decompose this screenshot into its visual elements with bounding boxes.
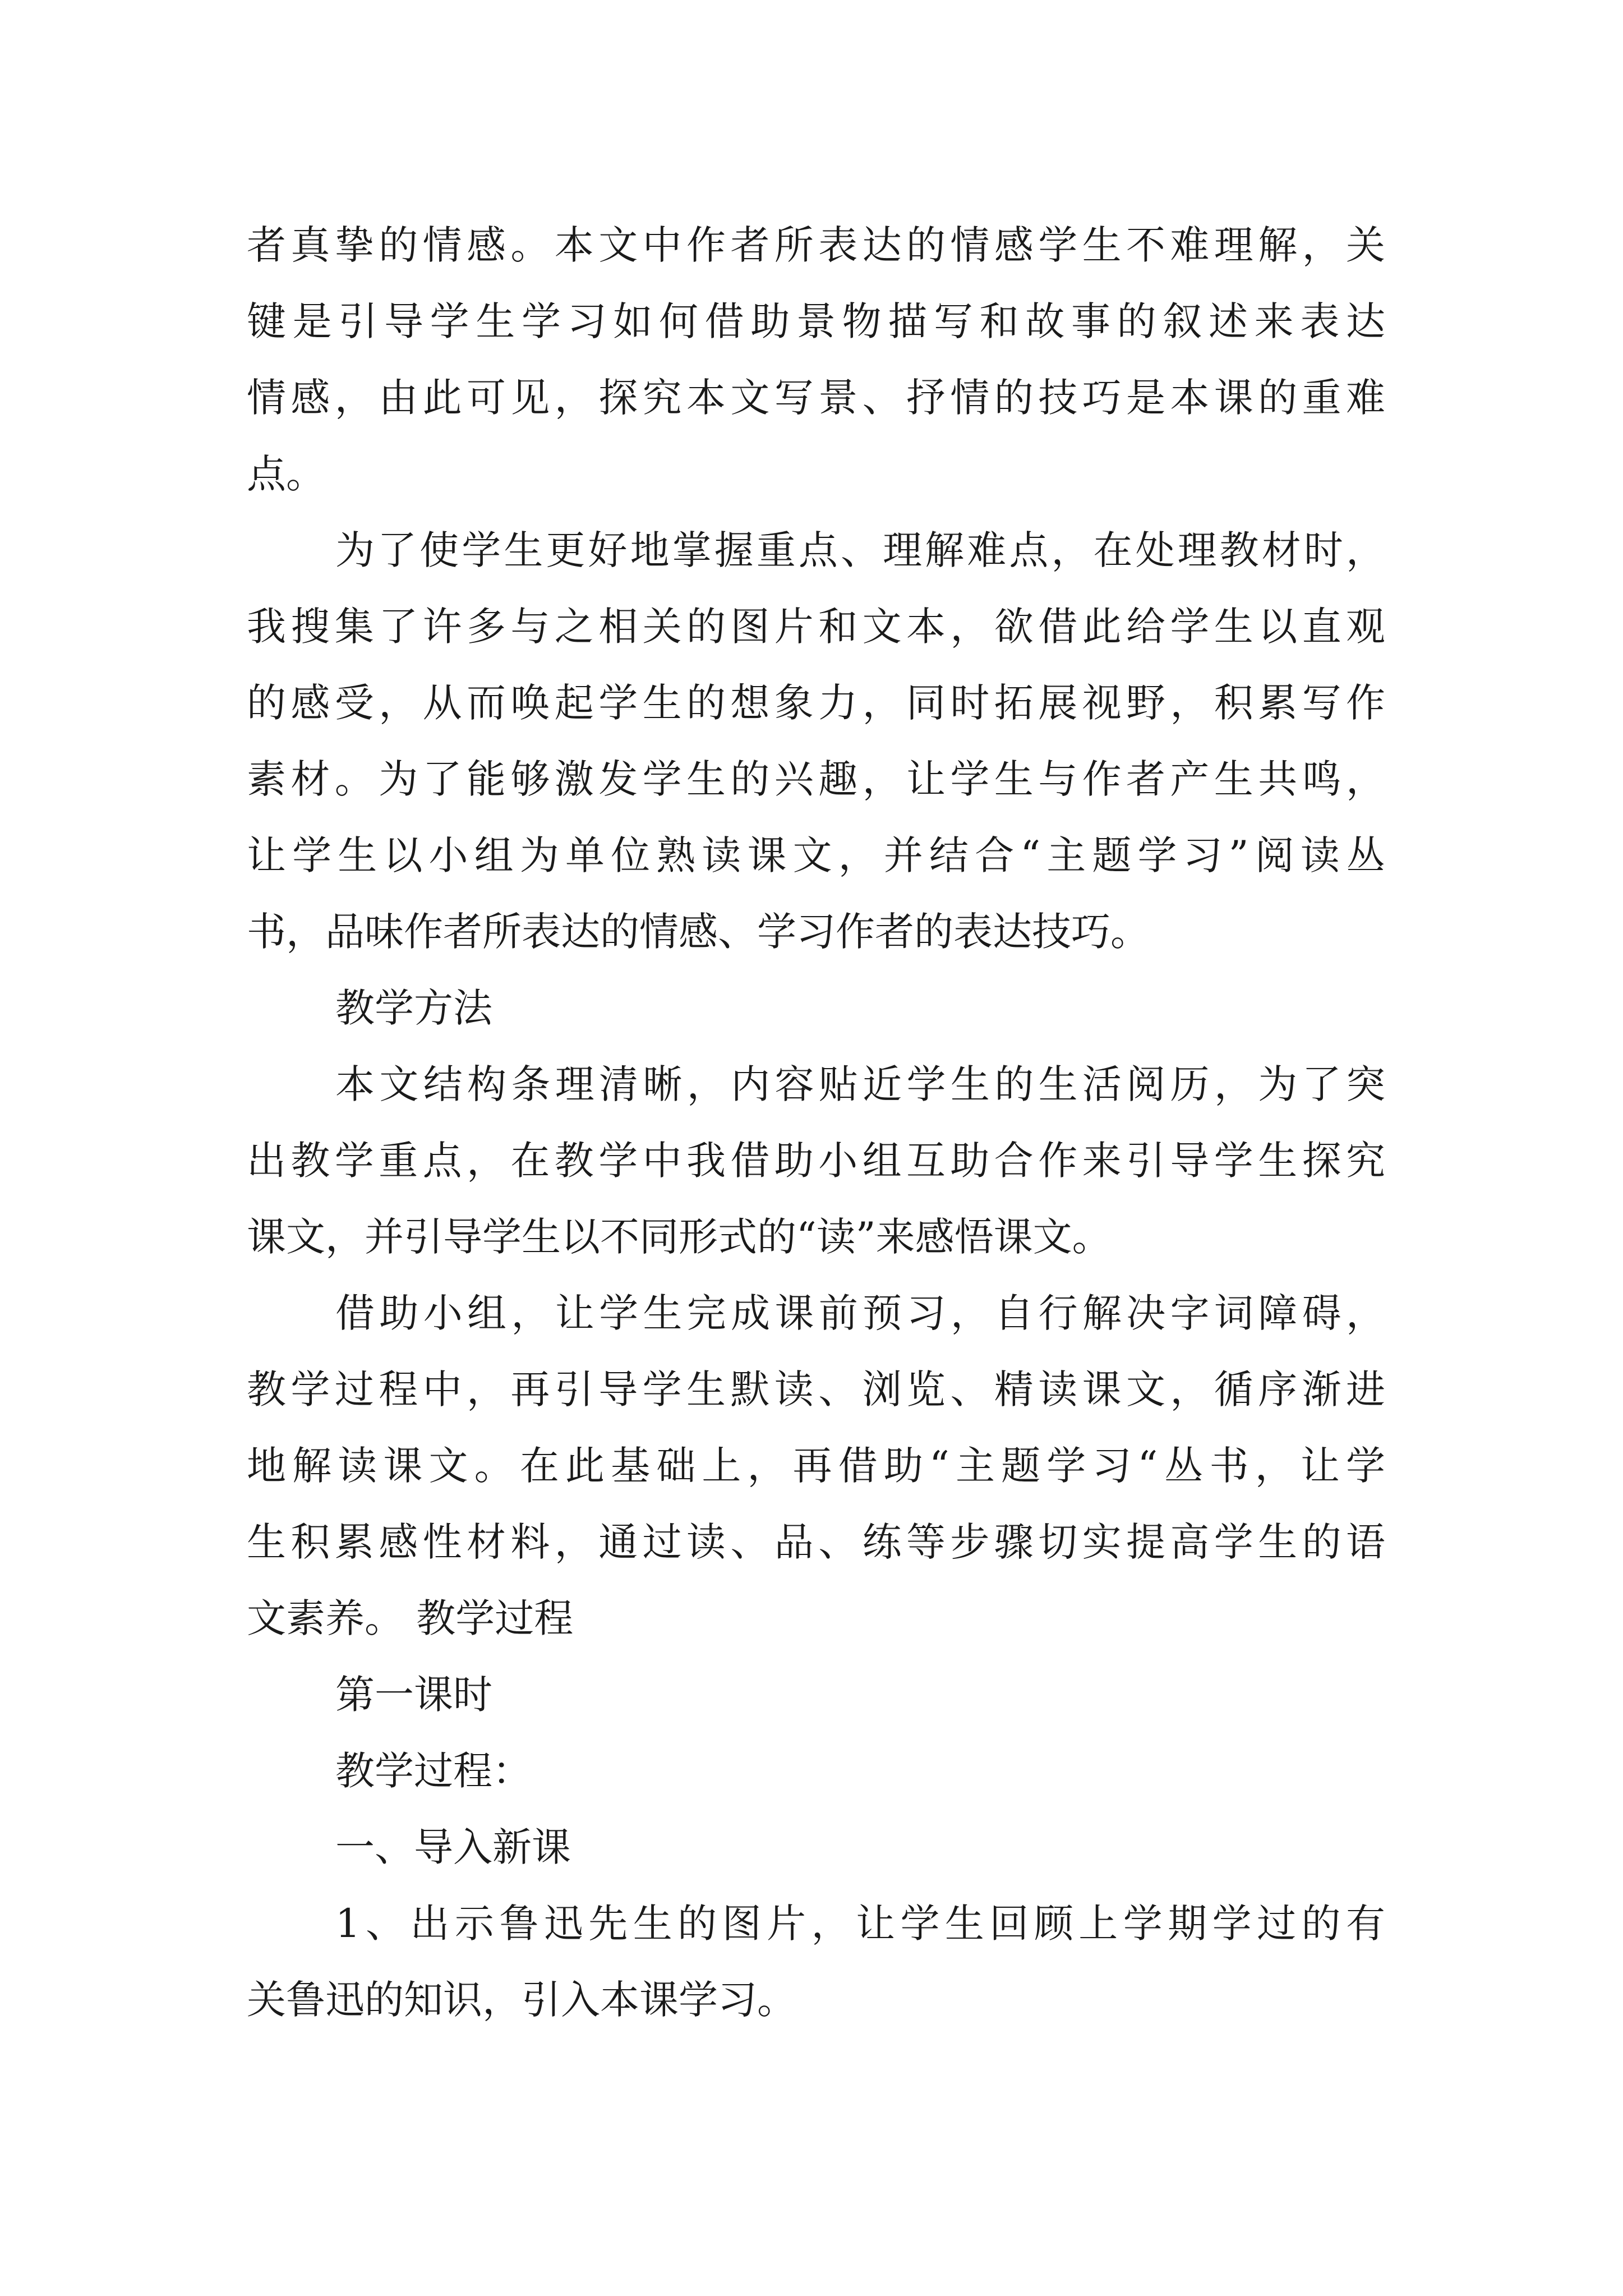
text-line: 者真挚的情感。本文中作者所表达的情感学生不难理解，关 [247, 222, 1385, 268]
text-line: 文素养。 教学过程 [247, 1595, 574, 1641]
text-line: 本文结构条理清晰，内容贴近学生的生活阅历，为了突 [335, 1061, 1385, 1107]
text-line: 素材。为了能够激发学生的兴趣，让学生与作者产生共鸣， [247, 756, 1385, 802]
text-line: 借助小组，让学生完成课前预习，自行解决字词障碍， [335, 1290, 1385, 1336]
text-line: 出教学重点，在教学中我借助小组互助合作来引导学生探究 [247, 1138, 1385, 1184]
text-line: 情感，由此可见，探究本文写景、抒情的技巧是本课的重难 [247, 375, 1385, 421]
text-line: 地解读课文。在此基础上，再借助“主题学习“丛书，让学 [247, 1443, 1385, 1489]
text-line: 为了使学生更好地掌握重点、理解难点，在处理教材时， [335, 527, 1385, 573]
text-line: 键是引导学生学习如何借助景物描写和故事的叙述来表达 [247, 298, 1385, 344]
text-line: 生积累感性材料，通过读、品、练等步骤切实提高学生的语 [247, 1519, 1385, 1565]
section-heading: 一、导入新课 [335, 1824, 571, 1870]
section-heading: 教学过程： [335, 1748, 532, 1794]
text-line: 教学过程中，再引导学生默读、浏览、精读课文，循序渐进 [247, 1366, 1385, 1412]
text-line: 我搜集了许多与之相关的图片和文本，欲借此给学生以直观 [247, 604, 1385, 650]
text-line: 书，品味作者所表达的情感、学习作者的表达技巧。 [247, 909, 1150, 955]
text-line: 让学生以小组为单位熟读课文，并结合“主题学习”阅读丛 [247, 832, 1385, 878]
section-heading: 教学方法 [335, 985, 492, 1031]
text-line: 1、出示鲁迅先生的图片，让学生回顾上学期学过的有 [335, 1901, 1385, 1947]
text-line: 课文，并引导学生以不同形式的“读”来感悟课文。 [247, 1214, 1112, 1260]
text-line: 点。 [247, 451, 325, 497]
text-line: 关鲁迅的知识，引入本课学习。 [247, 1977, 796, 2023]
text-line: 的感受，从而唤起学生的想象力，同时拓展视野，积累写作 [247, 680, 1385, 726]
section-heading: 第一课时 [335, 1672, 492, 1718]
